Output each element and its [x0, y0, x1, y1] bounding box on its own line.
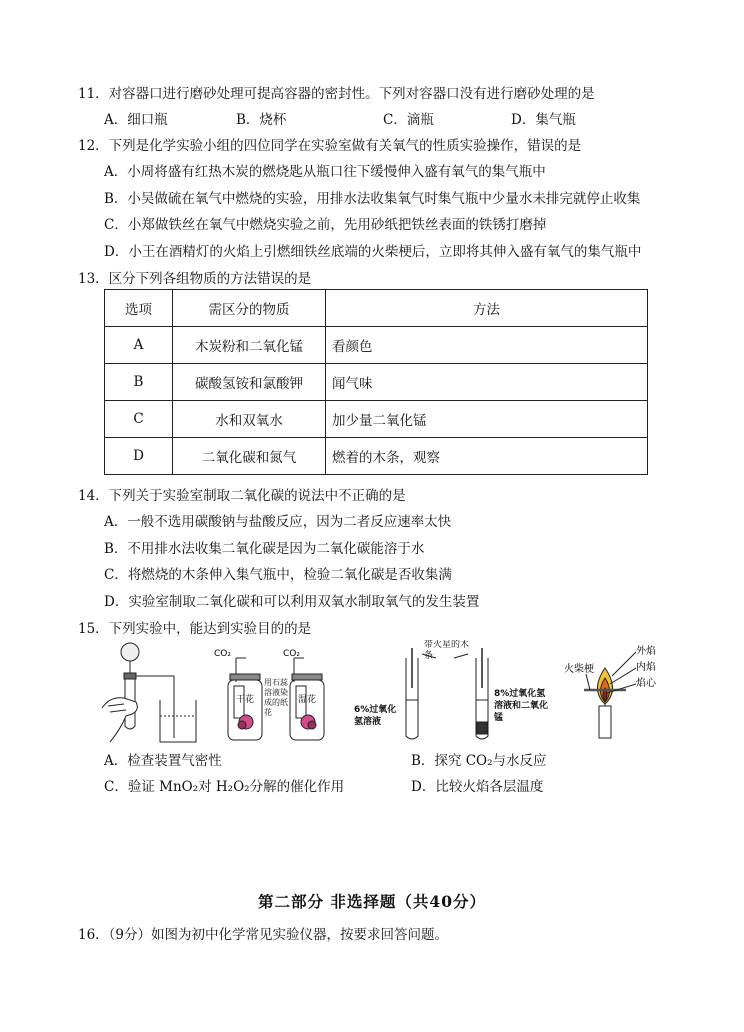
table-row [105, 327, 648, 364]
table-cell: C [105, 401, 173, 438]
q11-option-a: A．细口瓶 [104, 112, 168, 128]
q15-option-a: A．检查装置气密性 [104, 753, 222, 769]
table-row [105, 364, 648, 401]
flame-core-label: 焰心 [636, 678, 656, 689]
q12-option-d: D．小王在酒精灯的火焰上引燃细铁丝底端的火柴梗后，立即将其伸入盛有氧气的集气瓶中 [104, 244, 642, 260]
q11-option-d: D．集气瓶 [511, 112, 576, 128]
q13-stem: 13．区分下列各组物质的方法错误的是 [78, 271, 312, 287]
q15-experiment-figures [96, 638, 686, 748]
co2-label-right: CO₂ [283, 649, 300, 659]
q15-option-c: C．验证 MnO₂对 H₂O₂分解的催化作用 [104, 779, 345, 795]
table-cell: 看颜色 [326, 327, 648, 364]
paper-flower-label-wrap [264, 678, 290, 742]
q15-option-d: D．比较火焰各层温度 [411, 779, 544, 795]
table-cell: 加少量二氧化锰 [326, 401, 648, 438]
q12-option-a: A．小周将盛有红热木炭的燃烧匙从瓶口往下缓慢伸入盛有氧气的集气瓶中 [104, 164, 546, 180]
q14-stem: 14．下列关于实验室制取二氧化碳的说法中不正确的是 [78, 488, 406, 504]
table-row [105, 401, 648, 438]
h2o2-6-label: 6%过氧化氢溶液 [354, 705, 397, 727]
q15-option-b: B．探究 CO₂与水反应 [411, 753, 547, 769]
co2-label-left: CO₂ [214, 649, 231, 659]
q11-option-b: B．烧杯 [236, 112, 287, 128]
h2o2-8-label-wrap [494, 688, 550, 734]
q12-option-c: C．小郑做铁丝在氧气中燃烧实验之前，先用砂纸把铁丝表面的铁锈打磨掉 [104, 217, 547, 233]
table-cell: 水和双氧水 [173, 401, 326, 438]
outer-flame-label: 外焰 [636, 646, 656, 657]
glowing-splint-label: 带火星的木条 [424, 640, 470, 661]
q13-table [104, 289, 648, 475]
table-cell: 闻气味 [326, 364, 648, 401]
h2o2-6-label-wrap [354, 704, 402, 738]
q15-stem: 15．下列实验中，能达到实验目的的是 [78, 621, 312, 637]
table-cell: 二氧化碳和氮气 [173, 438, 326, 475]
h2o2-8-label: 8%过氧化氢溶液和二氧化锰 [494, 689, 549, 723]
table-header-cell: 需区分的物质 [173, 290, 326, 327]
table-cell: 碳酸氢铵和氯酸钾 [173, 364, 326, 401]
match-stick-label: 火柴梗 [564, 664, 594, 675]
airtightness-apparatus [102, 643, 196, 742]
q14-option-c: C．将燃烧的木条伸入集气瓶中，检验二氧化碳是否收集满 [104, 567, 452, 583]
part2-title: 第二部分 非选择题（共40分） [258, 892, 486, 911]
table-row [105, 438, 648, 475]
q11-stem: 11．对容器口进行磨砂处理可提高容器的密封性。下列对容器口没有进行磨砂处理的是 [78, 86, 595, 102]
q14-option-b: B．不用排水法收集二氧化碳是因为二氧化碳能溶于水 [104, 541, 425, 557]
q12-option-b: B．小吴做硫在氧气中燃烧的实验，用排水法收集氧气时集气瓶中少量水未排完就停止收集 [104, 191, 641, 207]
table-cell: 燃着的木条，观察 [326, 438, 648, 475]
dry-flower-label: 干花 [236, 695, 255, 705]
q14-option-d: D．实验室制取二氧化碳和可以利用双氧水制取氧气的发生装置 [104, 594, 480, 610]
q12-stem: 12．下列是化学实验小组的四位同学在实验室做有关氧气的性质实验操作，错误的是 [78, 138, 582, 154]
splint-label-wrap [424, 640, 470, 670]
table-header-cell: 方法 [326, 290, 648, 327]
paper-flower-label: 用石蕊溶液染成的纸花 [264, 678, 288, 717]
wet-flower-label: 湿花 [298, 695, 317, 705]
table-cell: 木炭粉和二氧化锰 [173, 327, 326, 364]
q11-option-c: C．滴瓶 [383, 112, 434, 128]
table-header-row [105, 290, 648, 327]
table-cell: B [105, 364, 173, 401]
q14-option-a: A．一般不选用碳酸钠与盐酸反应，因为二者反应速率太快 [104, 514, 452, 530]
inner-flame-label: 内焰 [636, 662, 656, 673]
table-header-cell: 选项 [105, 290, 173, 327]
q16-stem: 16．（9分）如图为初中化学常见实验仪器，按要求回答问题。 [78, 927, 449, 943]
table-cell: D [105, 438, 173, 475]
table-cell: A [105, 327, 173, 364]
